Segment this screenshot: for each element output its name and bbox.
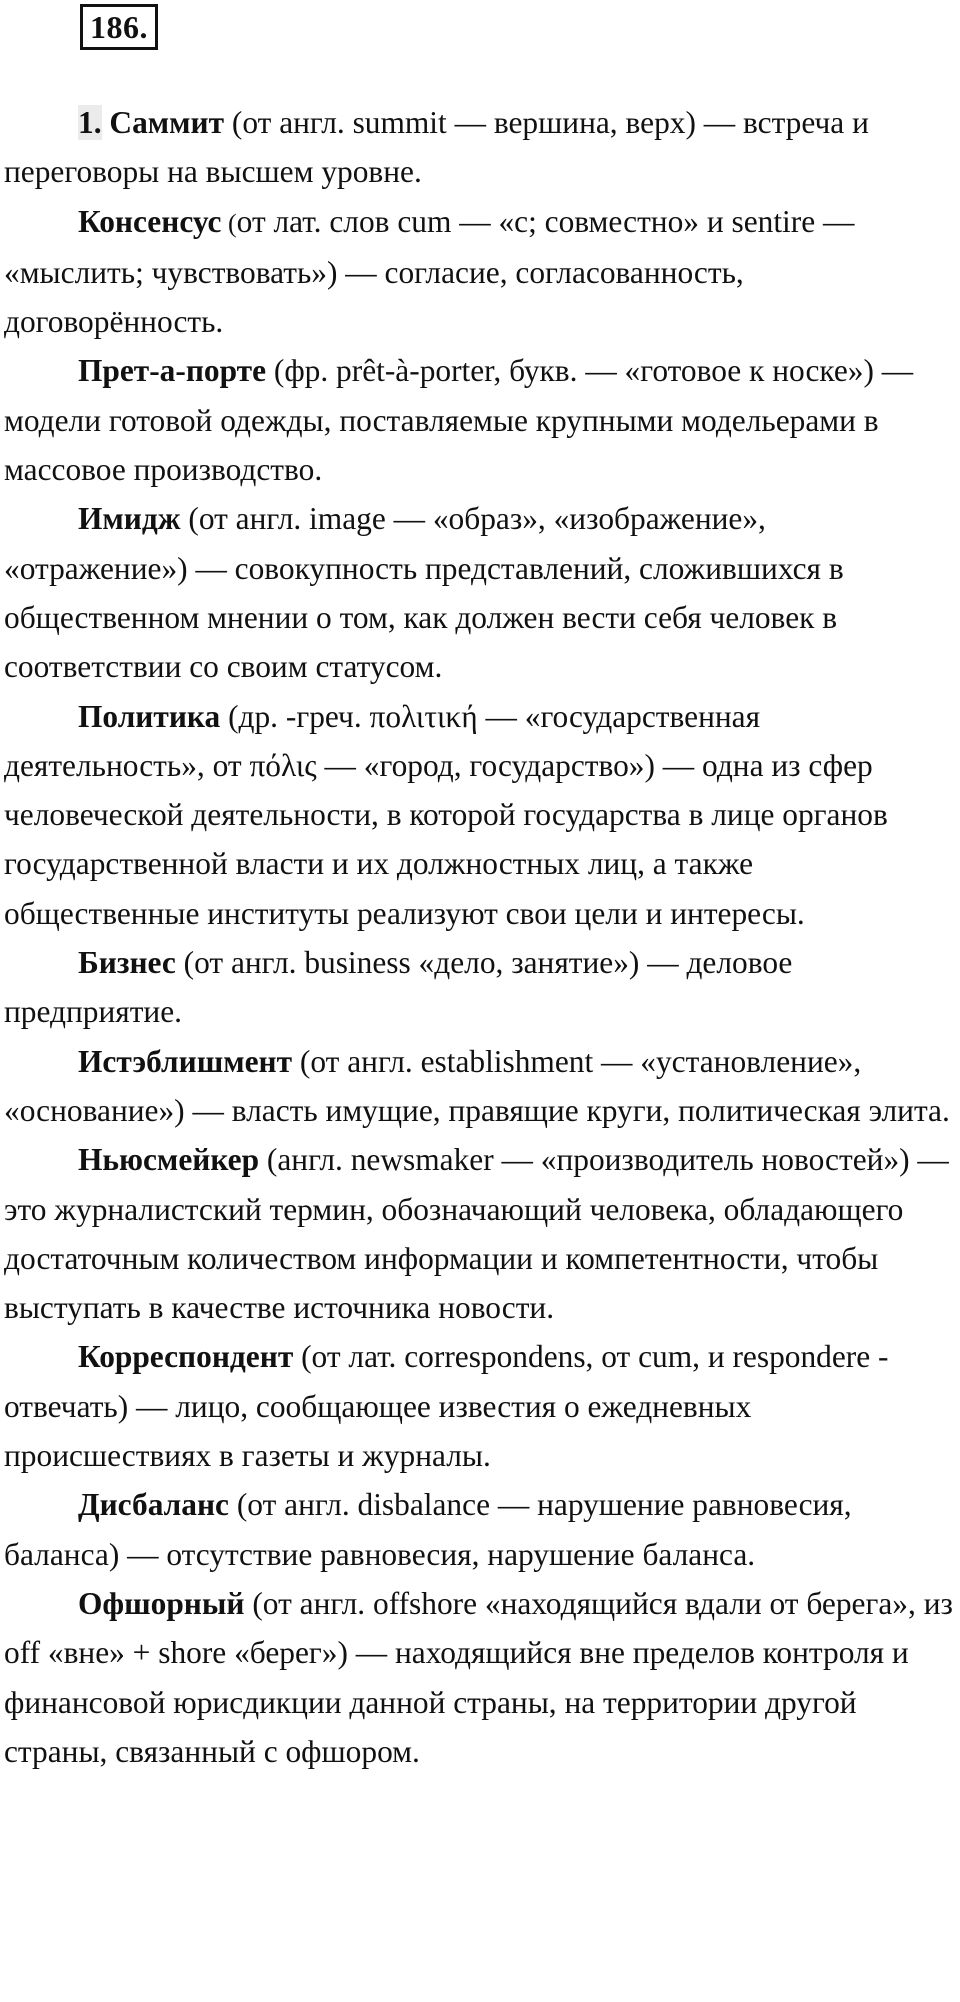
term-pret-a-porter: Прет-а-порте [78, 353, 267, 389]
definition-disbalance: (от англ. disbalance — нарушение равновесия, баланса) — отсутствие равновесия, нарушение баланса. [4, 1487, 852, 1572]
term-business: Бизнес [78, 945, 176, 981]
definition-pret-a-porter: (фр. prêt-à-porter, букв. — «готовое к носке») — модели готовой одежды, поставляемые крупными модельерами в массовое производство. [4, 353, 914, 488]
glossary-entry-offshore [4, 1579, 956, 1776]
definition-consensus: от лат. слов cum — «с; совместно» и sentire — «мыслить; чувствовать») — согласие, согласованность, договорённость. [4, 203, 855, 340]
definition-business: (от англ. business «дело, занятие») — деловое предприятие. [4, 945, 793, 1030]
glossary-entry-pret-a-porter [4, 346, 956, 494]
glossary [4, 98, 956, 1776]
item-marker: 1. [78, 105, 102, 140]
glossary-entry-correspondent [4, 1332, 956, 1480]
term-consensus: Консенсус [78, 203, 222, 239]
definition-summit: (от англ. summit — вершина, верх) — встреча и переговоры на высшем уровне. [4, 105, 869, 190]
glossary-entry-image [4, 494, 956, 691]
glossary-entry-disbalance [4, 1480, 956, 1579]
definition-correspondent: (от лат. correspondens, от cum, и respondere - отвечать) — лицо, сообщающее известия о ежедневных происшествиях в газеты и журналы. [4, 1339, 889, 1474]
term-newsmaker: Ньюсмейкер [78, 1142, 260, 1178]
term-disbalance: Дисбаланс [78, 1487, 229, 1523]
glossary-entry-politics [4, 692, 956, 938]
opening-paren: ( [221, 208, 237, 238]
glossary-entry-summit [4, 98, 956, 197]
definition-image: (от англ. image — «образ», «изображение», «отражение») — совокупность представлений, сложившихся в общественном мнении о том, как должен вести себя человек в соответствии со своим статусом. [4, 501, 844, 685]
term-politics: Политика [78, 698, 221, 734]
glossary-entry-newsmaker [4, 1135, 956, 1332]
definition-establishment: (от англ. establishment — «установление», «основание») — власть имущие, правящие круги, политическая элита. [4, 1043, 950, 1128]
glossary-entry-consensus [4, 197, 956, 347]
term-offshore: Офшорный [78, 1585, 245, 1621]
term-correspondent: Корреспондент [78, 1339, 294, 1375]
definition-politics: (др. -греч. πολιτική — «государственная деятельность», от πόλις — «город, государство») — одна из сфер человеческой деятельности, в которой государства в лице органов государственной власти и их должностных лиц, а также общественные институты реализуют свои цели и интересы. [4, 698, 888, 931]
glossary-entry-establishment [4, 1037, 956, 1136]
term-summit: Саммит [109, 105, 225, 140]
term-image: Имидж [78, 501, 181, 537]
definition-offshore: (от англ. offshore «находящийся вдали от берега», из off «вне» + shore «берег») — находящийся вне пределов контроля и финансовой юрисдикции данной страны, на территории другой страны, связанный с офшором. [4, 1585, 953, 1769]
task-number-box: 186. [80, 4, 158, 50]
definition-newsmaker: (англ. newsmaker — «производитель новостей») — это журналистский термин, обозначающий человека, обладающего достаточным количеством информации и компетентности, чтобы выступать в качестве источника новости. [4, 1142, 949, 1326]
term-establishment: Истэблишмент [78, 1043, 293, 1079]
glossary-entry-business [4, 938, 956, 1037]
